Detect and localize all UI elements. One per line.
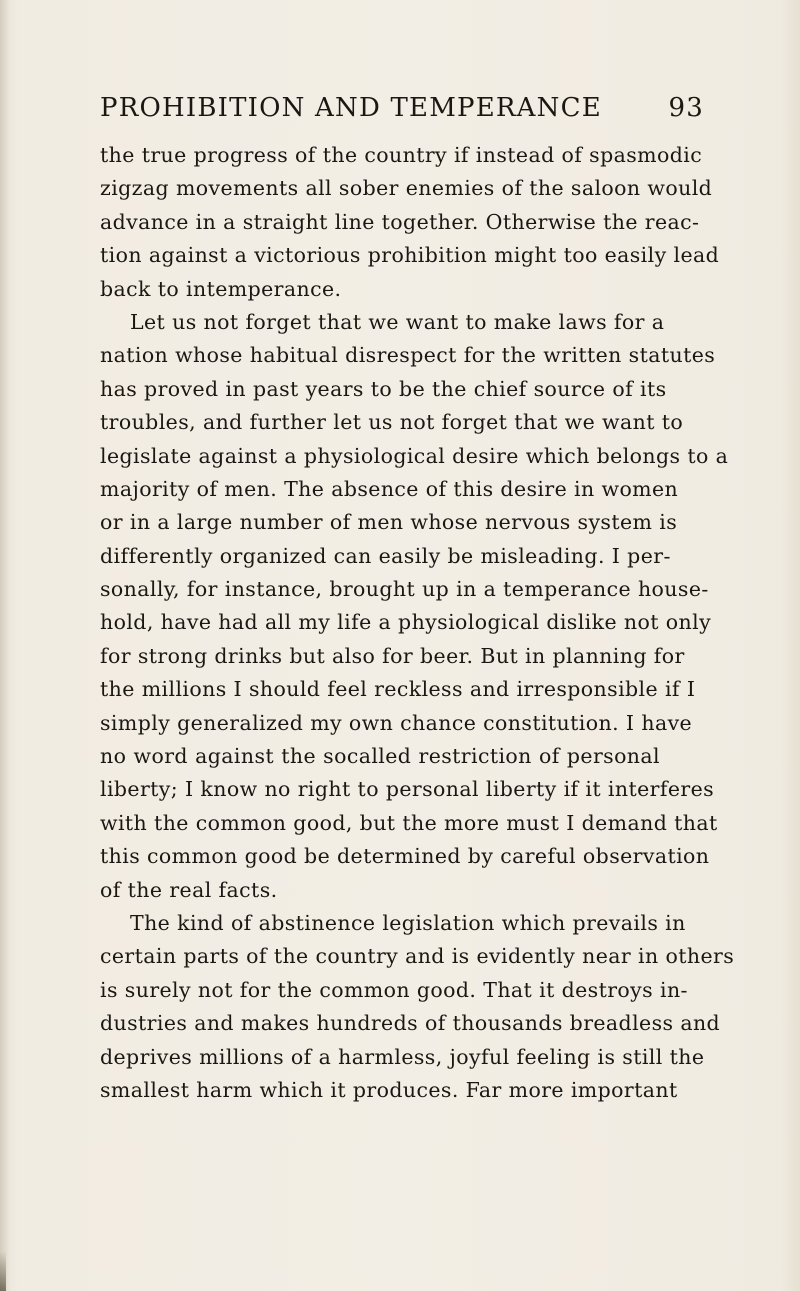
text-line: hold, have had all my life a physiological dislike not only: [100, 610, 712, 635]
running-header-title: PROHIBITION AND TEMPERANCE: [100, 93, 602, 123]
text-line: smallest harm which it produces. Far more important: [100, 1077, 678, 1102]
text-line: dustries and makes hundreds of thousands breadless and: [100, 1011, 721, 1036]
text-line: sonally, for instance, brought up in a temperance house-: [100, 577, 709, 602]
text-line: or in a large number of men whose nervous system is: [100, 510, 678, 535]
text-line: for strong drinks but also for beer. But in planning for: [100, 643, 685, 668]
text-line: this common good be determined by careful observation: [100, 844, 710, 869]
text-line: back to intemperance.: [100, 276, 342, 301]
body-text: [100, 139, 735, 1107]
page-edge-shadow: [0, 0, 10, 1291]
text-line: deprives millions of a harmless, joyful feeling is still the: [100, 1044, 705, 1069]
text-line: legislate against a physiological desire which belongs to a: [100, 443, 729, 468]
text-line: differently organized can easily be misleading. I per-: [100, 543, 671, 568]
text-line: of the real facts.: [100, 877, 278, 902]
text-line: Let us not forget that we want to make laws for a: [130, 309, 665, 334]
binding-mark: [0, 1251, 6, 1291]
text-line: troubles, and further let us not forget that we want to: [100, 410, 684, 435]
text-line: no word against the socalled restriction of personal: [100, 744, 660, 769]
running-header: [100, 88, 704, 128]
text-line: is surely not for the common good. That it destroys in-: [100, 977, 688, 1002]
text-line: advance in a straight line together. Otherwise the reac-: [100, 209, 700, 234]
text-line: certain parts of the country and is evidently near in others: [100, 944, 735, 969]
text-line: with the common good, but the more must I demand that: [100, 810, 718, 835]
text-line: The kind of abstinence legislation which prevails in: [130, 910, 686, 935]
text-line: zigzag movements all sober enemies of the saloon would: [100, 176, 713, 201]
text-line: the true progress of the country if instead of spasmodic: [100, 143, 703, 167]
text-line: nation whose habitual disrespect for the written statutes: [100, 343, 716, 368]
text-line: tion against a victorious prohibition might too easily lead: [100, 243, 720, 268]
text-line: the millions I should feel reckless and irresponsible if I: [100, 677, 696, 702]
page-number: 93: [668, 93, 704, 123]
text-line: majority of men. The absence of this desire in women: [100, 476, 679, 501]
text-line: liberty; I know no right to personal liberty if it interferes: [100, 777, 715, 802]
text-line: has proved in past years to be the chief source of its: [100, 376, 667, 401]
text-line: simply generalized my own chance constitution. I have: [100, 710, 693, 735]
